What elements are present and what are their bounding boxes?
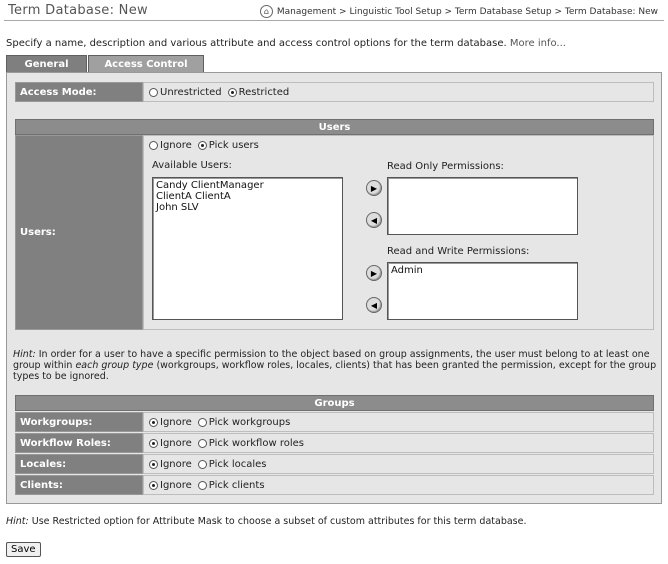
radio-users-ignore-dot[interactable]	[149, 141, 158, 150]
radio-locales-ignore-dot[interactable]	[149, 460, 158, 469]
available-users-list[interactable]	[152, 177, 343, 320]
access-mode-options	[143, 82, 654, 102]
remove-read-only-button[interactable]	[366, 212, 382, 228]
radio-pick-users[interactable]	[198, 140, 259, 151]
intro-text	[6, 38, 566, 49]
radio-pick-workflow-roles[interactable]	[198, 438, 304, 449]
read-only-label: Read Only Permissions:	[387, 161, 504, 172]
access-mode-label: Access Mode:	[15, 82, 143, 102]
read-write-label: Read and Write Permissions:	[387, 246, 530, 257]
workflow-roles-options	[143, 433, 654, 453]
radio-clients-ignore-dot[interactable]	[149, 481, 158, 490]
locales-options	[143, 454, 654, 474]
users-section-header: Users	[15, 119, 654, 135]
hint-text-b: (workgroups, workflow roles, locales, clients) that has been granted the permission, except for the group types to be ignored.	[13, 360, 657, 382]
radio-pick-workgroups[interactable]	[198, 417, 291, 428]
radio-clients-ignore-label: Ignore	[160, 479, 192, 491]
users-label: Users:	[15, 135, 143, 330]
radio-unrestricted-dot[interactable]	[149, 88, 158, 97]
available-users-label: Available Users:	[152, 160, 232, 171]
home-icon[interactable]: ⌂	[260, 5, 273, 18]
workflow-roles-label: Workflow Roles:	[15, 433, 143, 453]
hint2-text: Use Restricted option for Attribute Mask to choose a subset of custom attributes for this term database.	[28, 516, 527, 527]
radio-workgroups-ignore-label: Ignore	[160, 416, 192, 428]
save-button[interactable]: Save	[6, 542, 41, 557]
arrow-right-icon: ▶	[370, 183, 378, 193]
arrow-left-icon: ◀	[370, 215, 378, 225]
page-title: Term Database: New	[8, 3, 148, 18]
radio-pick-locales[interactable]	[198, 459, 267, 470]
radio-pick-workflow-roles-dot[interactable]	[198, 439, 207, 448]
radio-workgroups-ignore-dot[interactable]	[149, 418, 158, 427]
breadcrumb-text[interactable]: Management > Linguistic Tool Setup > Term Database Setup > Term Database: New	[276, 6, 658, 17]
workgroups-options	[143, 412, 654, 432]
arrow-left-icon: ◀	[370, 300, 378, 310]
users-body	[143, 135, 654, 330]
list-item[interactable]: Admin	[391, 265, 423, 276]
attribute-mask-hint	[6, 516, 527, 527]
clients-options	[143, 475, 654, 495]
radio-pick-clients-label: Pick clients	[208, 479, 265, 491]
locales-label: Locales:	[15, 454, 143, 474]
tab-access-control[interactable]: Access Control	[88, 55, 204, 72]
add-read-write-button[interactable]	[366, 265, 382, 281]
radio-workgroups-ignore[interactable]	[149, 417, 192, 428]
users-mode-options	[149, 140, 265, 151]
list-item[interactable]: Candy ClientManager	[156, 180, 264, 191]
groups-section-header: Groups	[15, 395, 654, 411]
radio-pick-workgroups-label: Pick workgroups	[208, 416, 291, 428]
radio-pick-workflow-roles-label: Pick workflow roles	[208, 437, 304, 449]
hint-prefix: Hint:	[13, 349, 36, 360]
arrow-right-icon: ▶	[370, 268, 378, 278]
tab-general[interactable]: General	[6, 55, 87, 72]
hint-emphasis: each group type	[75, 360, 154, 371]
radio-pick-locales-label: Pick locales	[208, 458, 267, 470]
list-item[interactable]: John SLV	[156, 202, 199, 213]
radio-unrestricted-label: Unrestricted	[160, 86, 222, 98]
header-divider	[4, 20, 664, 21]
intro-description: Specify a name, description and various attribute and access control options for the term database.	[6, 38, 507, 49]
radio-workflow-roles-ignore-dot[interactable]	[149, 439, 158, 448]
workgroups-label: Workgroups:	[15, 412, 143, 432]
radio-users-ignore[interactable]	[149, 140, 192, 151]
radio-pick-workgroups-dot[interactable]	[198, 418, 207, 427]
remove-read-write-button[interactable]	[366, 297, 382, 313]
clients-label: Clients:	[15, 475, 143, 495]
radio-workflow-roles-ignore-label: Ignore	[160, 437, 192, 449]
breadcrumb	[260, 5, 658, 18]
radio-users-ignore-label: Ignore	[160, 140, 192, 151]
radio-pick-clients[interactable]	[198, 480, 265, 491]
radio-pick-users-label: Pick users	[208, 140, 259, 151]
radio-clients-ignore[interactable]	[149, 480, 192, 491]
radio-locales-ignore[interactable]	[149, 459, 192, 470]
radio-restricted-dot[interactable]	[228, 88, 237, 97]
radio-pick-users-dot[interactable]	[198, 141, 207, 150]
hint-text-a: In order for a user to have a specific permission to the object based on group assignments, the user must belong to at least one group within	[13, 349, 650, 371]
radio-locales-ignore-label: Ignore	[160, 458, 192, 470]
add-read-only-button[interactable]	[366, 180, 382, 196]
radio-unrestricted[interactable]	[149, 87, 222, 98]
radio-pick-clients-dot[interactable]	[198, 481, 207, 490]
read-only-list[interactable]	[387, 177, 578, 235]
radio-pick-locales-dot[interactable]	[198, 460, 207, 469]
hint2-prefix: Hint:	[6, 516, 29, 527]
access-control-panel	[6, 72, 662, 504]
list-item[interactable]: ClientA ClientA	[156, 191, 231, 202]
radio-restricted-label: Restricted	[238, 86, 290, 98]
radio-restricted[interactable]	[228, 87, 290, 98]
more-info-link[interactable]: More info...	[509, 38, 566, 49]
group-hint	[13, 349, 659, 382]
read-write-list[interactable]	[387, 262, 578, 320]
radio-workflow-roles-ignore[interactable]	[149, 438, 192, 449]
